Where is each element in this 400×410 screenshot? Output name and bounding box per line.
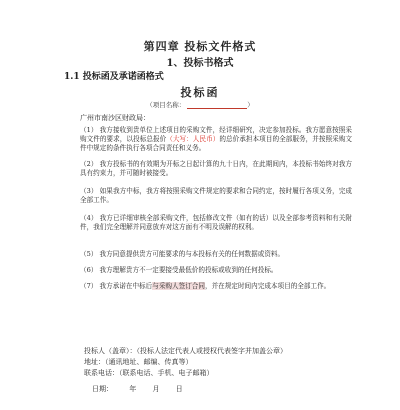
section-title: 1、投标书格式 [166,58,234,69]
paragraph-p5 [80,250,352,259]
paragraph-p3 [80,187,352,205]
project-name-label: （项目名称： [146,101,186,109]
paragraph-segment: ，并在规定时间内完成本项目的全部工作。 [204,282,331,290]
addressee: 广州市南沙区财政局： [80,114,150,122]
project-name-close: ） [247,101,254,109]
paragraph-segment: （1） 我方接收到贵单位上述项目的采购文件，经详细研究，决定参加投标。我方愿意按照采购文件的要求，以投标总报价 [80,126,352,143]
project-name-blank [187,101,247,109]
paragraph-p2 [80,160,352,178]
letter-title: 投标函 [180,86,220,99]
paragraph-segment: 的总价承担本项目的全部服务，并按照采购文件中规定的条件执行各项合同责任和义务。 [80,135,353,152]
bidder-signature-line: 投标人（盖章）：（投标人法定代表人或授权代表签字并加盖公章） [84,347,287,355]
paragraph-segment: （4） 我方已详细审核全部采购文件，包括修改文件（如有的话）以及全部参考资料和有关附件，我们完全理解并同意放弃对这方面有不明及误解的权利。 [80,214,352,231]
date-line: 日期： 年 月 日 [92,385,183,393]
paragraph-p4 [80,214,352,232]
paragraph-segment: （5） 我方同意提供贵方可能要求的与本投标有关的任何数据或资料。 [80,250,285,258]
contact-line: 联系电话：（联系电话、手机、电子邮箱） [84,369,214,377]
project-name-line [0,100,400,109]
paragraph-segment: （6） 我方理解贵方不一定要接受最低价的投标或收到的任何投标。 [80,266,278,274]
paragraph-segment: 与采购人签订合同 [152,282,205,290]
paragraph-p6 [80,266,352,275]
subsection-title: 1.1 投标函及承诺函格式 [64,72,164,82]
paragraph-p7 [80,282,352,291]
chapter-title: 第四章 投标文件格式 [143,40,257,53]
paragraph-segment: （2） 我方投标书的有效期为开标之日起计算的九十日内，在此期间内，本投标书始终对我方具有约束力，并可随时被接受。 [80,160,352,177]
paragraph-segment: （7） 我方承诺在中标后 [80,282,153,290]
paragraph-segment: （大写：人民币） [166,135,220,143]
paragraph-p1 [80,126,352,153]
paragraph-segment: （3） 如果我方中标，我方将按照采购文件规定的要求和合同约定，按时履行各项义务，完成全部工作。 [80,187,352,204]
address-line: 地址：（通讯地址、邮编、传真等） [84,358,193,366]
